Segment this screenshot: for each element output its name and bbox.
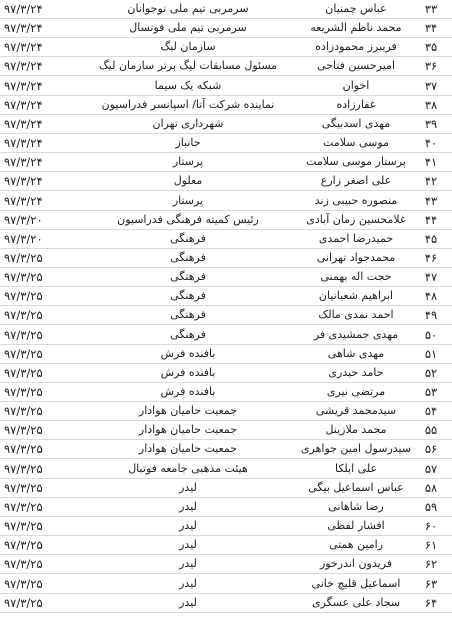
name-cell: پرستار موسی سلامت [306,155,406,169]
row-number-cell: ۵۳ [424,385,438,399]
role-cell: لیدر [179,480,197,494]
date-cell: ۹۷/۳/۲۵ [4,308,43,323]
role-cell: سرمربی تیم ملی نوجوانان [127,2,249,15]
table-row [0,555,452,574]
row-number-cell: ۶۲ [424,557,438,572]
name-cell: موسی سلامت [323,136,389,150]
row-number-cell: ۵۵ [424,423,438,438]
date-cell: ۹۷/۳/۲۵ [4,385,43,399]
date-cell: ۹۷/۳/۲۴ [4,97,43,112]
name-cell: منصوره حبیبی زند [314,193,398,207]
table-row [0,153,452,172]
row-number-cell: ۶۳ [424,576,438,591]
row-number-cell: ۵۰ [424,327,438,342]
date-cell: ۹۷/۳/۲۴ [4,40,43,55]
row-number-cell: ۵۱ [424,346,438,361]
date-cell: ۹۷/۳/۲۴ [4,116,43,131]
row-number-cell: ۳۷ [424,78,438,93]
role-cell: لیدر [179,538,197,552]
row-number-cell: ۳۸ [424,97,438,112]
table-row [0,517,452,536]
row-number-cell: ۴۱ [424,155,438,170]
name-cell: علی ایلکا [334,461,378,475]
role-cell: جمعیت حامیان هوادار [138,423,238,437]
date-cell: ۹۷/۳/۲۵ [4,365,43,380]
table-row [0,249,452,268]
date-cell: ۹۷/۳/۲۴ [4,136,43,151]
date-cell: ۹۷/۳/۲۵ [4,538,43,553]
name-cell: فریدون اندرخور [319,557,393,571]
date-cell: ۹۷/۳/۲۵ [4,423,43,438]
row-number-cell: ۴۷ [424,270,438,285]
role-cell: رئیس کمیته فرهنگی فدراسیون [117,212,259,226]
role-cell: شبکه یک سیما [154,78,222,92]
name-cell: احمد نمدی مالک [318,308,394,322]
role-cell: بافنده فرش [160,365,216,379]
row-number-cell: ۴۴ [424,212,438,227]
date-cell: ۹۷/۳/۲۵ [4,404,43,419]
name-cell: حجت اله بهمنی [320,270,392,284]
table-row [0,172,452,191]
row-number-cell: ۶۴ [424,595,438,610]
role-cell: فرهنگی [170,231,206,245]
date-cell: ۹۷/۳/۲۰ [4,231,43,246]
name-cell: سیدمحمد قریشی [315,404,397,418]
table-row [0,594,452,613]
row-number-cell: ۳۶ [424,59,438,74]
date-cell: ۹۷/۳/۲۴ [4,155,43,170]
role-cell: بافنده فرش [160,346,216,360]
table-row [0,383,452,402]
role-cell: لیدر [179,557,197,571]
role-cell: شهرداری تهران [152,116,224,130]
table-row [0,77,452,96]
date-cell: ۹۷/۳/۲۵ [4,557,43,572]
name-cell: مهدی شاهی [327,346,385,360]
table-row [0,115,452,134]
name-cell: محمد ناظم الشریعه [310,21,402,35]
table-row [0,268,452,287]
table-row [0,402,452,421]
table-row [0,287,452,306]
date-cell: ۹۷/۳/۲۵ [4,519,43,534]
role-cell: لیدر [179,576,197,590]
date-cell: ۹۷/۳/۲۵ [4,595,43,610]
name-cell: حمیدرضا احمدی [318,231,394,245]
table-row [0,345,452,364]
row-number-cell: ۵۶ [424,442,438,457]
row-number-cell: ۳۴ [424,21,438,36]
table-row [0,498,452,517]
row-number-cell: ۴۶ [424,250,438,265]
row-number-cell: ۶۱ [424,538,438,553]
row-number-cell: ۵۸ [424,480,438,495]
row-number-cell: ۳۹ [424,116,438,131]
role-cell: جمعیت حامیان هوادار [138,442,238,456]
row-number-cell: ۳۳ [424,2,438,16]
date-cell: ۹۷/۳/۲۵ [4,270,43,285]
name-cell: مرتضی نیری [326,385,386,398]
role-cell: نماینده شرکت آتا/ اسپانسر فدراسیون [101,97,275,111]
row-number-cell: ۴۰ [424,136,438,151]
role-cell: معلول [173,174,203,188]
name-cell: مهدی جمشیدی فر [313,327,399,341]
date-cell: ۹۷/۳/۲۴ [4,59,43,74]
role-cell: لیدر [179,499,197,513]
row-number-cell: ۵۹ [424,499,438,514]
name-cell: غفارزاده [336,97,376,111]
date-cell: ۹۷/۳/۲۴ [4,193,43,208]
table-row [0,421,452,440]
table-row [0,479,452,498]
role-cell: فرهنگی [170,327,206,341]
name-cell: محمدجواد تهرانی [316,250,396,264]
row-number-cell: ۵۴ [424,404,438,419]
role-cell: فرهنگی [170,308,206,322]
table-row [0,364,452,383]
row-number-cell: ۴۳ [424,193,438,208]
name-cell: محمد ملازینل [325,423,387,437]
date-cell: ۹۷/۳/۲۵ [4,250,43,265]
role-cell: جانباز [175,136,201,150]
table-row [0,230,452,249]
date-cell: ۹۷/۳/۲۵ [4,480,43,495]
name-cell: امیرحسین فتاحی [316,59,396,73]
table-row [0,536,452,555]
row-number-cell: ۴۹ [424,308,438,323]
role-cell: سرمربی تیم ملی فوتسال [129,21,247,35]
name-cell: اسماعیل قلیچ خانی [311,576,401,590]
name-cell: عباس اسماعیل بیگی [308,480,404,494]
name-cell: ابراهیم شعبانیان [318,289,394,303]
name-cell: مهدی اسدبیگی [321,116,391,130]
row-number-cell: ۴۵ [424,231,438,246]
table-row [0,192,452,211]
table-row [0,134,452,153]
role-cell: لیدر [179,595,197,609]
table-row [0,460,452,479]
date-cell: ۹۷/۳/۲۵ [4,576,43,591]
role-cell: مسئول مسابقات لیگ برتر سازمان لیگ [98,59,278,73]
role-cell: فرهنگی [170,289,206,303]
role-cell: هیئت مذهبی جامعه فوتبال [128,461,248,475]
name-cell: رضا شاهانی [328,499,384,513]
name-cell: سجاد علی عسگری [311,595,401,609]
row-number-cell: ۶۰ [424,519,438,534]
table-row [0,38,452,57]
table-row [0,326,452,345]
role-cell: پرستار [172,155,204,169]
table-row [0,306,452,325]
table-row [0,57,452,76]
name-cell: عباس چمنیان [325,2,387,15]
row-number-cell: ۴۲ [424,174,438,189]
row-number-cell: ۳۵ [424,40,438,55]
table-row [0,19,452,38]
name-cell: غلامحسین زمان آبادی [306,212,406,226]
date-cell: ۹۷/۳/۲۴ [4,174,43,189]
role-cell: پرستار [172,193,204,207]
name-cell: فریبرز محمودزاده [315,40,397,54]
date-cell: ۹۷/۳/۲۵ [4,499,43,514]
date-cell: ۹۷/۳/۲۴ [4,21,43,36]
date-cell: ۹۷/۳/۲۵ [4,461,43,476]
name-cell: رامین همتی [328,538,384,552]
role-cell: جمعیت حامیان هوادار [138,404,238,418]
table-row [0,211,452,230]
date-cell: ۹۷/۳/۲۵ [4,442,43,457]
role-cell: فرهنگی [170,270,206,284]
name-cell: حامد حیدری [328,365,384,379]
row-number-cell: ۵۷ [424,461,438,476]
date-cell: ۹۷/۳/۲۴ [4,78,43,93]
table-row [0,575,452,594]
name-cell: اخوان [342,78,370,92]
date-cell: ۹۷/۳/۲۰ [4,212,43,227]
role-cell: سازمان لیگ [160,40,216,54]
role-cell: لیدر [179,519,197,533]
name-cell: علی اصغر زارع [320,174,392,188]
name-cell: سیدرسول امین جواهری [300,442,412,456]
role-cell: فرهنگی [170,250,206,264]
row-number-cell: ۵۲ [424,365,438,380]
date-cell: ۹۷/۳/۲۵ [4,289,43,304]
date-cell: ۹۷/۳/۲۵ [4,327,43,342]
table-row [0,440,452,459]
date-cell: ۹۷/۳/۲۴ [4,2,43,16]
row-number-cell: ۴۸ [424,289,438,304]
role-cell: بافنده فرش [160,385,216,398]
name-cell: افشار لفظی [327,519,385,533]
table-row [0,96,452,115]
date-cell: ۹۷/۳/۲۵ [4,346,43,361]
table-row [0,0,452,19]
